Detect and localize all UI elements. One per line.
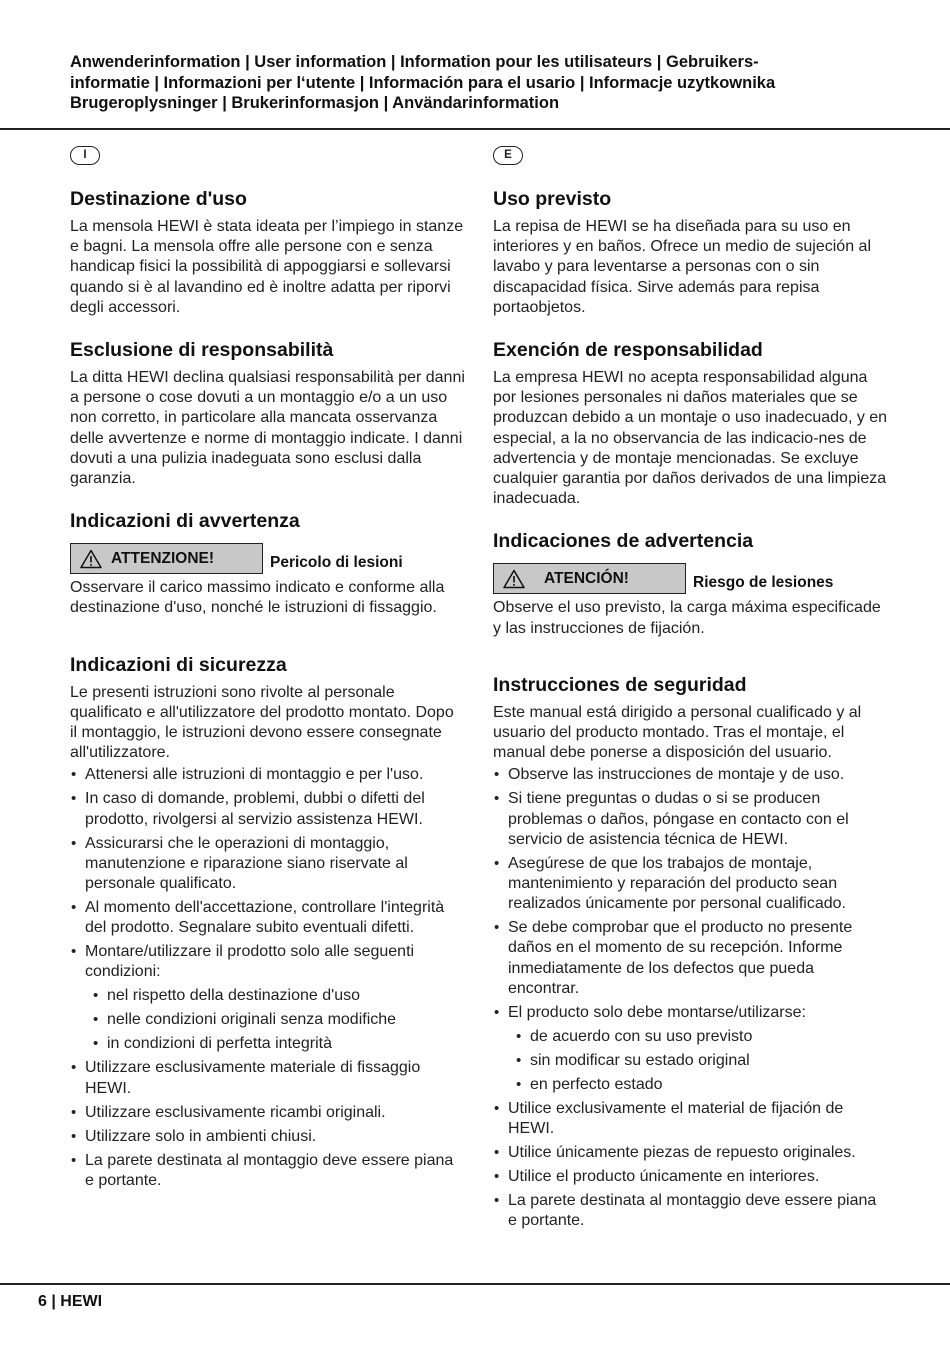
list-item: • Attenersi alle istruzioni di montaggio e per l'uso. [70, 765, 465, 785]
section-body: La mensola HEWI è stata ideata per l’impiego in stanze e bagni. La mensola offre alle persone con e senza handicap fisici la possibilità di appoggiarsi e sollevarsi quando si è al lavandino ed è inoltre adatta per riporvi degli accessori. [70, 218, 464, 316]
sub-bullet-list [515, 1027, 888, 1095]
list-item: • Montare/utilizzare il prodotto solo alle seguenti condizioni: [70, 942, 465, 982]
document-header [70, 52, 870, 114]
list-item: • Asegúrese de que los trabajos de montaje, mantenimiento y reparación del producto sean realizados únicamente por personal cualificado. [493, 854, 888, 915]
list-item: • Utilizzare esclusivamente materiale di fissaggio HEWI. [70, 1058, 465, 1098]
language-badge: E [493, 146, 523, 165]
list-item: • Utilice exclusivamente el material de fijación de HEWI. [493, 1099, 888, 1139]
warning-box [493, 563, 686, 594]
list-item: • sin modificar su estado original [515, 1051, 888, 1071]
page-footer: 6 | HEWI [38, 1293, 103, 1310]
bullet-list [70, 765, 465, 982]
section-body: La repisa de HEWI se ha diseñada para su uso en interiores y en baños. Ofrece un medio de sujeción al lavabo y para leventarse a personas con o sin discapacidad física. Sirve además para repisa portaobjetos. [493, 218, 871, 316]
section-body: Le presenti istruzioni sono rivolte al personale qualificato e all'utilizzatore del prodotto montato. Dopo il montaggio, le istruzioni devono essere consegnate all'utilizzatore. [70, 683, 454, 762]
section-title: Uso previsto [493, 188, 612, 210]
section-liability [493, 338, 888, 509]
language-badge: I [70, 146, 100, 165]
section-warnings [493, 529, 888, 638]
list-item: • La parete destinata al montaggio deve essere piana e portante. [493, 1191, 888, 1231]
list-item: • La parete destinata al montaggio deve essere piana e portante. [70, 1151, 465, 1191]
list-item: • en perfecto estado [515, 1075, 888, 1095]
header-line-1: Anwenderinformation | User information | Information pour les utilisateurs | Gebruikers- [70, 53, 759, 71]
section-title: Esclusione di responsabilità [70, 339, 334, 362]
header-line-3: Brugeroplysninger | Brukerinformasjon | Användarinformation [70, 94, 560, 112]
section-liability [70, 338, 465, 489]
section-body: Observe el uso previsto, la carga máxima especificade y las instrucciones de fijación. [493, 599, 881, 637]
warning-row [493, 563, 888, 594]
list-item: • Se debe comprobar que el producto no presente daños en el momento de su recepción. Informe inmediatamente de los defectos que pueda encontrar. [493, 918, 888, 999]
warning-label: ATTENZIONE! [111, 549, 215, 567]
list-item: • in condizioni di perfetta integrità [92, 1034, 465, 1054]
sub-bullet-list [92, 986, 465, 1054]
warning-note: Riesgo de lesiones [693, 574, 834, 592]
warning-note: Pericolo di lesioni [270, 554, 403, 572]
warning-triangle-icon [71, 549, 111, 569]
list-item: • Observe las instrucciones de montaje y de uso. [493, 765, 888, 785]
bottom-divider [0, 1283, 950, 1285]
section-body: Este manual está dirigido a personal cualificado y al usuario del producto montado. Tras el montaje, el manual debe ponerse a disposición del usuario. [493, 703, 862, 762]
bullet-list [493, 765, 888, 1023]
warning-box [70, 543, 263, 574]
list-item: • In caso di domande, problemi, dubbi o difetti del prodotto, rivolgersi al servizio assistenza HEWI. [70, 789, 465, 829]
section-intended-use [70, 187, 465, 318]
list-item: • Al momento dell'accettazione, controllare l'integrità del prodotto. Segnalare subito eventuali difetti. [70, 898, 465, 938]
section-safety [70, 653, 465, 1191]
section-title: Destinazione d'uso [70, 188, 247, 210]
top-divider [0, 128, 950, 130]
section-title: Exención de responsabilidad [493, 339, 763, 362]
list-item: • de acuerdo con su uso previsto [515, 1027, 888, 1047]
bullet-list [493, 1099, 888, 1232]
list-item: • Utilice el producto únicamente en interiores. [493, 1167, 888, 1187]
section-title: Indicaciones de advertencia [493, 530, 754, 553]
section-intended-use [493, 187, 888, 318]
bullet-list [70, 1058, 465, 1191]
list-item: • Utilizzare solo in ambienti chiusi. [70, 1127, 465, 1147]
section-title: Indicazioni di avvertenza [70, 510, 300, 533]
section-body: La ditta HEWI declina qualsiasi responsabilità per danni a persone o cose dovuti a un montaggio e/o a un uso non corretto, in particolare alla mancata osservanza delle avvertenze e norme di montaggio indicate. I danni dovuti a una pulizia inadeguata sono esclusi dalla garanzia. [70, 369, 465, 488]
list-item: • Utilice únicamente piezas de repuesto originales. [493, 1143, 888, 1163]
section-title: Indicazioni di sicurezza [70, 653, 287, 676]
column-italian [70, 145, 465, 1195]
section-title: Instrucciones de seguridad [493, 673, 747, 696]
column-spanish [493, 145, 888, 1235]
list-item: • nel rispetto della destinazione d'uso [92, 986, 465, 1006]
section-safety [493, 673, 888, 1232]
list-item: • Utilizzare esclusivamente ricambi originali. [70, 1103, 465, 1123]
list-item: • Si tiene preguntas o dudas o si se producen problemas o daños, póngase en contacto con el servicio de asistencia técnica de HEWI. [493, 789, 888, 850]
list-item: • nelle condizioni originali senza modifiche [92, 1010, 465, 1030]
header-line-2: informatie | Informazioni per l‘utente | Información para el usario | Informacje uzytkownika [70, 73, 776, 92]
warning-row [70, 543, 465, 574]
warning-triangle-icon [494, 569, 534, 589]
section-body: Osservare il carico massimo indicato e conforme alla destinazione d'uso, nonché le istruzioni di fissaggio. [70, 579, 445, 617]
section-body: La empresa HEWI no acepta responsabilidad alguna por lesiones personales ni daños materiales que se produzcan debido a un montaje o uso inadecuado, y en especial, a la no observancia de las indicacio-nes de advertencia y de montaje mencionadas. Se excluye cualquier garantia por daños derivados de una limpieza inadecuada. [493, 369, 888, 508]
list-item: • El producto solo debe montarse/utilizarse: [493, 1003, 888, 1023]
section-warnings [70, 509, 465, 618]
warning-label: ATENCIÓN! [544, 569, 629, 587]
list-item: • Assicurarsi che le operazioni di montaggio, manutenzione e riparazione siano riservate al personale qualificato. [70, 834, 465, 895]
